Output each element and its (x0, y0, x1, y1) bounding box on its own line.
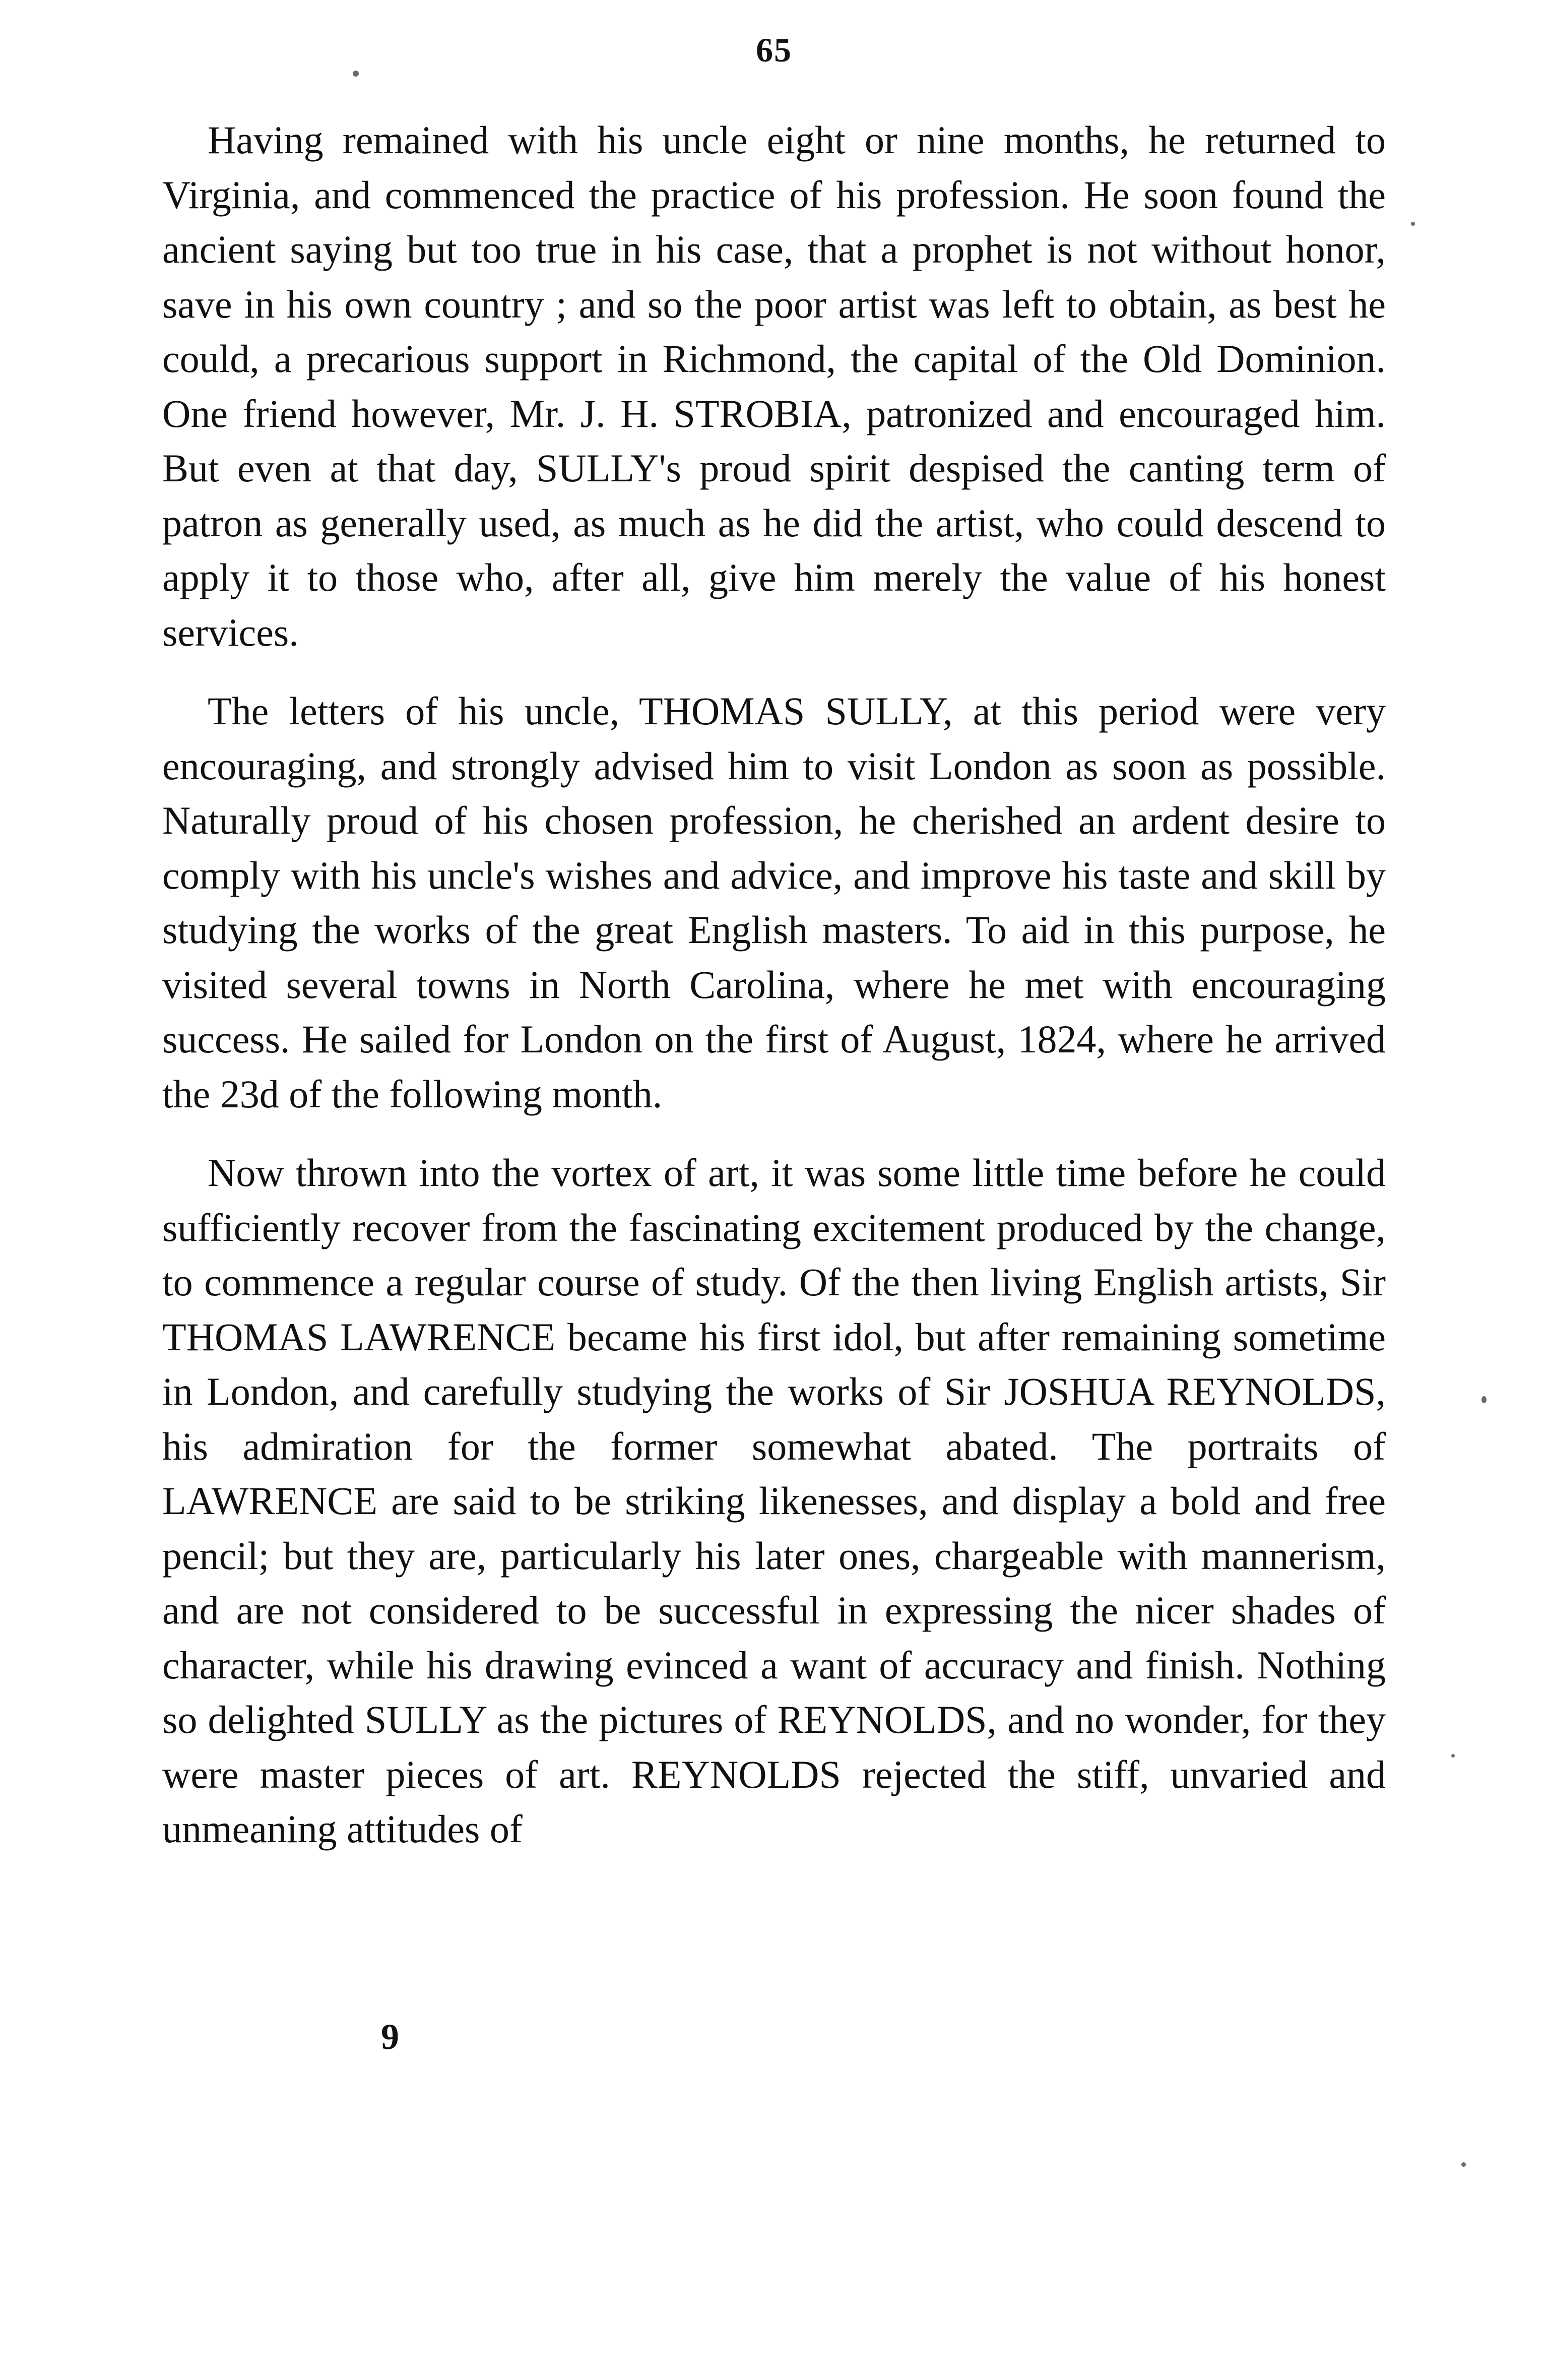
scan-speck (353, 71, 359, 77)
paragraph-vortex-of-art: Now thrown into the vortex of art, it was some little time before he could sufficiently recover from the fascinating excitement produced by the change, to commence a regular course of study. Of the then living English artists, Sir THOMAS LAWRENCE became his first idol, but after remaining sometime in London, and carefully studying the works of Sir JOSHUA REYNOLDS, his admiration for the former somewhat abated. The portraits of LAWRENCE are said to be striking likenesses, and display a bold and free pencil; but they are, particularly his later ones, chargeable with mannerism, and are not considered to be successful in expressing the nicer shades of character, while his drawing evinced a want of accuracy and finish. Nothing so delighted SULLY as the pictures of REYNOLDS, and no wonder, for they were master pieces of art. REYNOLDS rejected the stiff, unvaried and unmeaning attitudes of (162, 1151, 1386, 1851)
scan-speck (1451, 1754, 1455, 1758)
scan-speck (1481, 1396, 1487, 1403)
page-number: 65 (756, 31, 792, 69)
scan-speck (1411, 222, 1415, 226)
paragraph-return-to-virginia: Having remained with his uncle eight or nine months, he returned to Virginia, and commenced the practice of his profession. He soon found the ancient saying but too true in his case, that a prophet is not without honor, save in his own country ; and so the poor artist was left to obtain, as best he could, a precarious support in Richmond, the capital of the Old Dominion. One friend however, Mr. J. H. STROBIA, patronized and encouraged him. But even at that day, SULLY's proud spirit despised the canting term of patron as generally used, as much as he did the artist, who could descend to apply it to those who, after all, give him merely the value of his honest services. (162, 118, 1386, 654)
body-text (162, 113, 1386, 1857)
scan-speck (1461, 2162, 1466, 2167)
paragraph-letters-of-uncle: The letters of his uncle, THOMAS SULLY, at this period were very encouraging, and strongly advised him to visit London as soon as possible. Naturally proud of his chosen profession, he cherished an ardent desire to comply with his uncle's wishes and advice, and improve his taste and skill by studying the works of the great English masters. To aid in this purpose, he visited several towns in North Carolina, where he met with encouraging success. He sailed for London on the first of August, 1824, where he arrived the 23d of the following month. (162, 689, 1386, 1116)
signature-mark: 9 (381, 2017, 399, 2057)
